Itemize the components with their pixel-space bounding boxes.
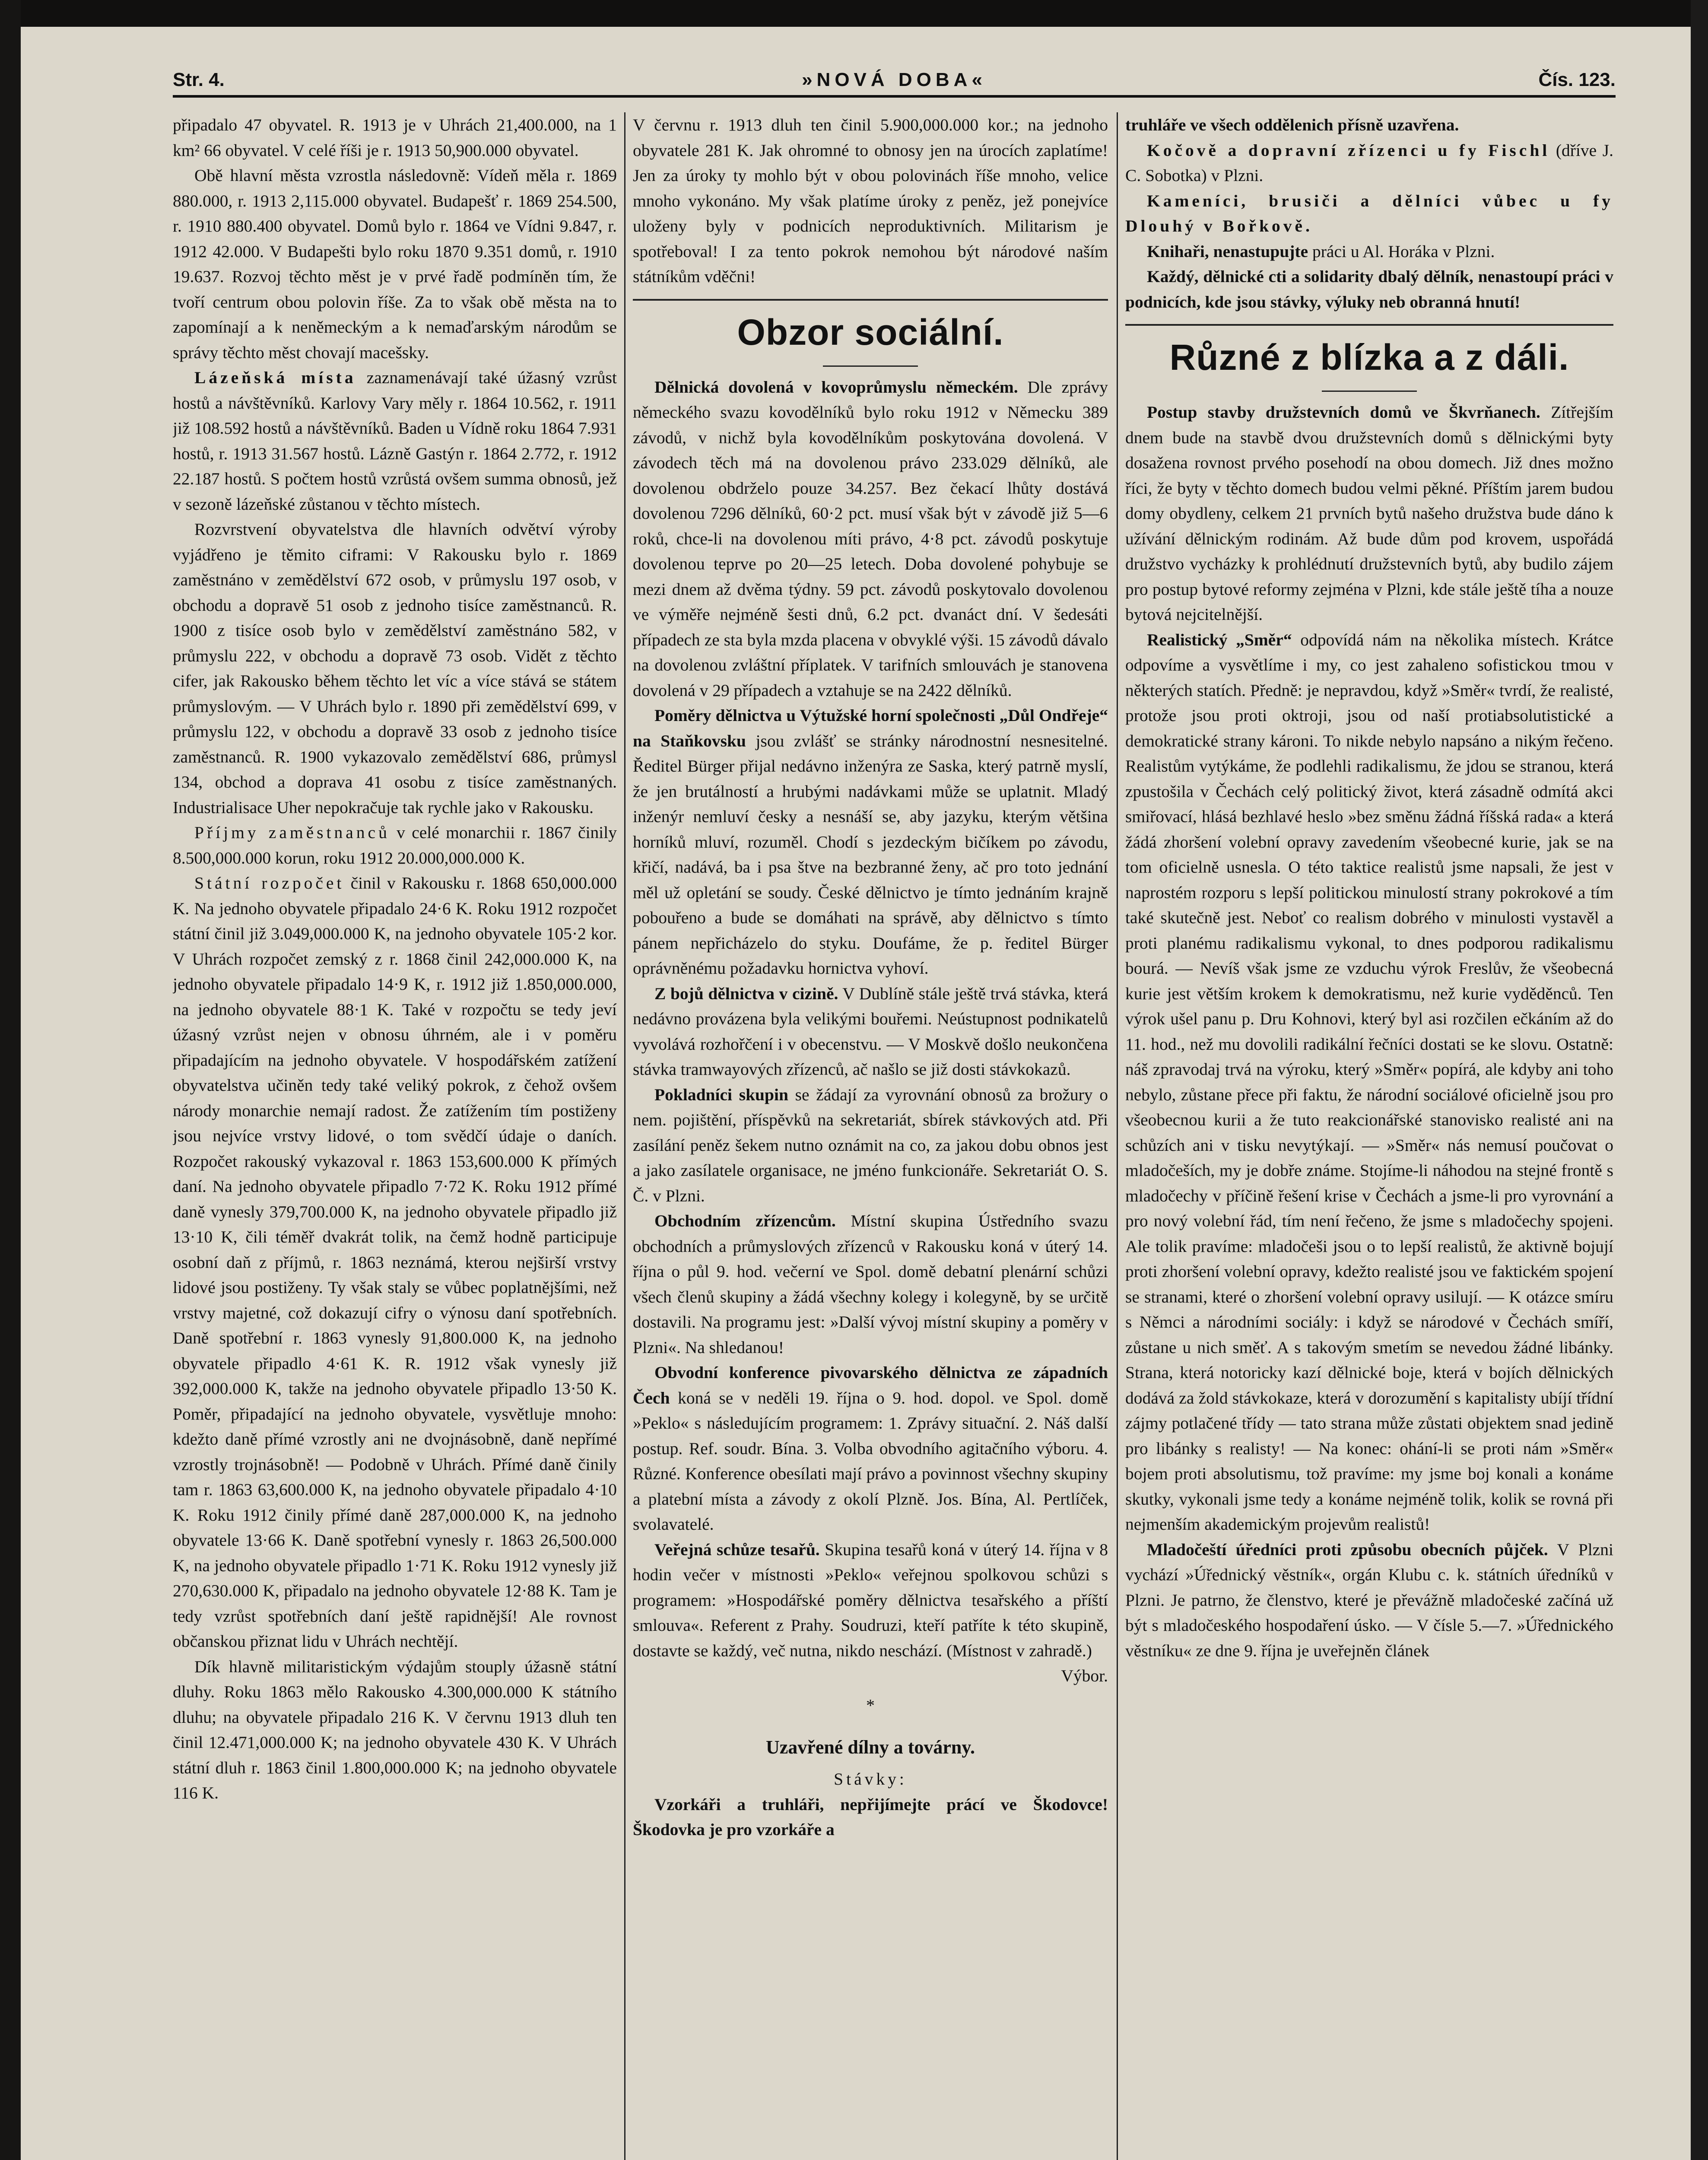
col1-paragraph: Dík hlavně militaristickým výdajům stouply úžasně státní dluhy. Roku 1863 mělo Rakousko 4.300,000.000 K státního dluhu; na obyvatele připadalo 216 K. V červnu 1913 dluh ten činil 12.471,000.000 K; na jednoho obyvatele 430 K. V Uhrách státní dluh r. 1863 činil 1.800,000.000 K; na jednoho obyvatele 116 K. — [173, 1657, 617, 1802]
col2-paragraph — [633, 1537, 1108, 1664]
section-heading-social: Obzor sociální. — [737, 311, 1004, 353]
col3-paragraph — [1125, 400, 1613, 627]
column-one — [173, 112, 617, 2160]
run-in-heading: Kočově a dopravní zřízenci u fy Fischl — [1147, 140, 1550, 160]
signature: Výbor. — [1061, 1666, 1108, 1685]
col1-paragraph — [173, 870, 617, 1654]
col1-paragraph: připadalo 47 obyvatel. R. 1913 je v Uhrách 21,400.000, na 1 km² 66 obyvatel. V celé říši je r. 1913 50,900.000 obyvatel. — [173, 115, 617, 160]
paragraph-text: se žádají za vyrovnání obnosů za brožury o nem. pojištění, příspěvků na sekretariát, sbírek stávkových atd. Při zasílání peněz šekem nutno oznámit na co, za jakou dobu obnos jest a jako zasílatele organisace, ne jméno funkcionáře. Sekretariát O. S. Č. v Plzni. — [633, 1085, 1108, 1205]
run-in-heading: Realistický „Směr“ — [1147, 630, 1292, 649]
run-in-heading: Obvodní konference pivovarského dělnictva ze západních Čech — [633, 1363, 1108, 1407]
col1-paragraph: Rozvrstvení obyvatelstva dle hlavních odvětví výroby vyjádřeno je těmito ciframi: V Rakousku bylo r. 1869 zaměstnáno v zemědělství 672 osob, v průmyslu 197 osob, v obchodu a dopravě 51 osob z jednoho tisíce zaměstnanců. R. 1900 z tisíce osob bylo v zemědělství zaměstnáno 582, v průmyslu 222, v obchodu a dopravě 73 osob. Vidět z těchto cifer, jak Rakousko během těchto let víc a více stává se státem průmyslovým. — V Uhrách bylo r. 1890 při zemědělství 699, v průmyslu 122, v obchodu a dopravě 33 osob z jednoho tisíce zaměstnanců. R. 1900 vykazovalo zemědělství 686, průmysl 134, obchod a doprava 41 osobu z tisíce zaměstnaných. Industrialisace Uher nepokračuje tak rychle jako v Rakousku. — [173, 520, 617, 817]
col2-paragraph — [633, 703, 1108, 981]
column-rule-right — [1117, 112, 1118, 2160]
paragraph-text: V Plzni vychází »Úřednický věstník«, orgán Klubu c. k. státních úředníků v Plzni. Je patrno, že členstvo, které je převážně mladočeské začíná už být s mladočeského hospodaření úsko. — V čísle 5.—7. »Úřednického věstníku« ze dne 9. října je uveřejněn článek — [1125, 1540, 1613, 1660]
paragraph-text: v celé monarchii r. 1867 činily 8.500,000.000 korun, roku 1912 20.000,000.000 K. — [173, 823, 617, 867]
col2-paragraph — [633, 375, 1108, 703]
paragraph-text: práci u Al. Horáka v Plzni. — [1308, 241, 1495, 261]
col2-paragraph — [633, 1082, 1108, 1209]
masthead-title: »NOVÁ DOBA« — [802, 69, 987, 90]
run-in-heading: Příjmy zaměstnanců — [194, 823, 390, 842]
run-in-heading: Dělnická dovolená v kovoprůmyslu německém. — [654, 377, 1018, 397]
col2-paragraph — [633, 1208, 1108, 1360]
page-number: Čís. 123. — [1538, 69, 1616, 90]
run-in-heading: Pokladníci skupin — [654, 1085, 788, 1104]
paragraph-text: Skupina tesařů koná v úterý 14. října v 8 hodin večer v místnosti »Peklo« veřejnou spolkovou schůzi s programem: »Hospodářské poměry dělnictva tesařského a příští smlouva«. Referent z Prahy. Soudruzi, kteří patříte k této skupině, dostavte se každý, več nutna, nikdo neschází. (Místnost v zahradě.) — [633, 1540, 1108, 1660]
run-in-heading: Postup stavby družstevních domů ve Škvrňanech. — [1147, 403, 1540, 422]
strike-notice: Vzorkáři a truhláři, nepřijímejte prácí ve Škodovce! Škodovka je pro vzorkáře a — [633, 1795, 1108, 1839]
col2-paragraph — [633, 1360, 1108, 1537]
col3-paragraph: Kameníci, brusiči a dělníci vůbec u fy Dlouhý v Bořkově. — [1125, 191, 1613, 235]
paragraph-text: zaznamenávají také úžasný vzrůst hostů a návštěvníků. Karlovy Vary měly r. 1864 10.562, r. 1911 již 108.592 hostů a návštěvníků. Baden u Vídně roku 1864 7.931 hostů, r. 1913 31.567 hostů. Lázně Gastýn r. 1864 2.772, r. 1912 22.187 hostů. S počtem hostů vzrůstá ovšem summa obnosů, jež v sezoně lázeňské zůstanou v těchto místech. — [173, 368, 617, 514]
section-star: * — [866, 1695, 875, 1715]
section-divider — [633, 299, 1108, 301]
col3-paragraph — [1125, 627, 1613, 1537]
col2-paragraph — [633, 981, 1108, 1082]
paragraph-text: jsou zvlášť se stránky národnostní nesnesitelné. Ředitel Bürger přijal nedávno inženýra ze Saska, který patrně myslí, že jen brutálností a hrubými nadávkami může se uplatnit. Mladý inženýr nemluví česky a nesnáší se, aby jazyku, kterým většina horníků mluví, rozuměl. Chodí s jezdeckým bičíkem po závodu, křičí, nadává, ba i psa štve na bezbranné ženy, ač pro toto jednání měl už opletání se soudy. České dělnictvo je tímto jednáním krajně pobouřeno a bude se domáhati na správě, aby dělnictvo s tímto pánem nepřicházelo do styku. Doufáme, že p. ředitel Bürger oprávněnému požadavku hornictva vyhoví. — [633, 731, 1108, 978]
run-in-heading: Veřejná schůze tesařů. — [654, 1540, 820, 1559]
col2-paragraph: V červnu r. 1913 dluh ten činil 5.900,000.000 kor.; na jednoho obyvatele 281 K. Jak ohromné to obnosy jen na úrocích zaplatíme! Jen za úroky ty mohlo být v obou polovinách říše mnoho, velice mnoho vykonáno. My však platíme úroky z peněz, jež ponejvíce uloženy byly v podnicích neproduktivních. Militarism je spotřeboval! I za tento pokrok nemohou být národové naším státníkům vděčni! — [633, 115, 1108, 286]
paragraph-text: koná se v neděli 19. října o 9. hod. dopol. ve Spol. domě »Peklo« s následujícím programem: 1. Zprávy situační. 2. Náš další postup. Ref. soudr. Bína. 3. Volba obvodního agitačního výboru. 4. Různé. Konference obesílati mají právo a povinnost všechny skupiny a platební místa a závody z okolí Plzně. Jos. Bína, Al. Pertlíček, svolavatelé. — [633, 1388, 1108, 1534]
paragraph-text: Zítřejším dnem bude na stavbě dvou družstevních domů s dělnickými byty dosažena rovnost prvého posehodí na obou domech. Již dnes možno říci, že byty v těchto domech budou velmi pěkné. Příštím jarem budou domy obydleny, celkem 21 prvních bytů našeho družstva bude dáno k užívání dělnickým rodinám. Až bude dům pod krovem, uspořádá družstvo vycházky k prohlédnutí družstevních bytů, aby budilo zájem pro postup bytové reformy zejména v Plzni, kde stále ještě tíha a nouze bytová nejcitelnější. — [1125, 403, 1613, 624]
run-in-heading: Lázeňská místa — [194, 368, 356, 387]
column-three — [1125, 112, 1613, 2160]
paragraph-text: V Dublíně stále ještě trvá stávka, která nedávno provázena byla velikými bouřemi. Neústupnost podnikatelů vyvolává rozhořčení i v obecenstvu. — V Moskvě došlo neukončena stávka tramwayových zřízenců, ač našlo se již dosti stávkokazů. — [633, 984, 1108, 1079]
paragraph-text: Místní skupina Ústředního svazu obchodních a průmyslových zřízenců v Rakousku koná v úterý 14. října o půl 9. hod. večerní ve Spol. domě debatní plenární schůzi všech členů skupiny a žádá všechny kolegy i kolegyně, by se určitě dostavili. Na programu jest: »Další vývoj místní skupiny a poměry v Plzni«. Na shledanou! — [633, 1211, 1108, 1357]
strikes-heading: Stávky: — [834, 1769, 907, 1788]
col3-paragraph — [1125, 1537, 1613, 1664]
heading-rule — [1322, 391, 1417, 392]
scan-border-right — [1691, 0, 1708, 2160]
scan-border-top — [0, 0, 1708, 27]
run-in-heading: Knihaři, nenastupujte — [1147, 241, 1308, 261]
issue-label: Str. 4. — [173, 69, 225, 90]
col3-paragraph: Každý, dělnické cti a solidarity dbalý dělník, nenastoupí práci v podnicích, kde jsou stávky, výluky neb obranná hnutí! — [1125, 267, 1613, 311]
paragraph-text: odpovídá nám na několika místech. Krátce odpovíme a vysvětlíme i my, co jest zahaleno sofistickou tmou v některých statích. Předně: je nepravdou, když »Směr« tvrdí, že realisté, protože jsou proti oktroji, jsou od naší protiabsolutistické a demokratické strany károni. To nikde nebylo napsáno a nikým řečeno. Realistům vytýkáme, že podlehli radikalismu, že jdou se stranou, která zpustošila v Čechách celý politický život, která zásadně odmítá akci smiřovací, hlásá bezhlavé heslo »bez směnu žádná říšská rada« a která žádá zhoršení volební opravy zavedením všeobecné kurie, jak se na tom oficielně usnesla. O této taktice realistů jsme napsali, že jest v naprostém rozporu s lepší politickou minulostí strany pokrokové a tím také skutečně jest. Neboť co realism dobrého v minulosti vystavěl a proti planému radikalismu vykonal, to dnes podporou radikalismu bourá. — Nevíš však jsme ze vzduchu výrok Freslův, že všeobecná kurie jest větším krokem k demokratismu, než kurie vyděděnců. Ten výrok ušel panu p. Dru Kohnovi, který byl asi rozčilen ečkáním až do 11. hod., než mu dovolili radikální řečníci dostati se ke slovu. Ostatně: náš zpravodaj trvá na výroku, který »Směr« popírá, ale kdyby ani toho nebylo, zůstane přece při faktu, že národní sociálové oficielně jsou pro všeobecnou kurii a že tuto reakcionářské stanovisko realisté ani na schůzích ani v tisku nevytýkají. — »Směr« nás nemusí poučovat o mladočeších, my je dobře známe. Stojíme-li náhodou na stejné frontě s mladočechy v příčině řešení krise v Čechách a jsme-li pro vyrovnání a pro nový volební řád, tím není řečeno, že jsme s mladočechy spojeni. Ale tolik pravíme: mladočeši jsou o to lepší realistů, že aktivně bojují proti zhoršení volební opravy, kdežto realisté jsou ve faktickém spojení se stranami, které o zhoršení volební opravy usilují. — K otázce smíru s Němci a národními sociály: i když se národové v Čechách smíří, zůstane u nich směť. A s takovým smetím se nevedou žádné libánky. Strana, která notoricky kazí dělnické boje, která v bojích dělnických dodává za žold stávkokaze, která v dorozumění s kapitalisty ubíjí třídní zájmy potlačené třídy — tato strana může zůstati objektem snad jedině pro libánky s realisty! — Na konec: ohání-li se proti nám »Směr« bojem proti absolutismu, tož pravíme: my jsme boj konali a konáme skutky, vykonali jsme tedy a konáme nejméně tolik, kolik se rovná při nejmenším akademickým projevům realistů! — [1125, 630, 1613, 1534]
run-in-heading: Státní rozpočet — [194, 874, 345, 893]
col3-paragraph — [1125, 239, 1613, 264]
col1-paragraph — [173, 820, 617, 870]
paragraph-text: činil v Rakousku r. 1868 650,000.000 K. Na jednoho obyvatele připadalo 24·6 K. Roku 1912 rozpočet státní činil již 3.049,000.000 K, na jednoho obyvatele 105·2 kor. V Uhrách rozpočet zemský z r. 1868 činil 242,000.000 K, na jednoho obyvatele připadalo 14·9 K, r. 1912 již 1.850,000.000, na jednoho obyvatele 88·1 K. Také v rozpočtu se tedy jeví úžasný vzrůst nejen v obnosu úhrném, ale i v poměru připadajícím na jednoho obyvatele. V hospodářském zatížení obyvatelstva učiněn tedy také veliký pokrok, z čehož ovšem národy monarchie nemají radost. Že zatížením tím postiženy jsou nejvíce vrstvy lidové, o tom svědčí údaje o daních. Rozpočet rakouský vykazoval r. 1863 153,600.000 K přímých daní. Na jednoho obyvatele připadlo 7·72 K. Roku 1912 přímé daně vynesly 379,700.000 K, na jednoho obyvatele připadlo již 13·10 K, čili téměř dvakrát tolik, na čemž hodně participuje osobní daň z příjmů, r. 1863 neznámá, kterou nejširší vrstvy lidové jsou postiženy. Ty však staly se vůbec poplatnějšími, než vrstvy majetné, což dokazují cifry o výnosu daní spotřebních. Daně spotřební r. 1863 vynesly 91,800.000 K, na jednoho obyvatele připadlo 4·61 K. R. 1912 však vynesly již 392,000.000 K, takže na jednoho obyvatele připadlo 13·50 K. Poměr, připadající na jednoho obyvatele, vysvětluje mnoho: kdežto daně přímé vzrostly ani ne dvojnásobně, daně nepřímé vzrostly trojnásobně! — Podobně v Uhrách. Přímé daně činily tam r. 1863 63,600.000 K, na jednoho obyvatele připadalo 4·10 K. Roku 1912 činily přímé daně 287,000.000 K, na jednoho obyvatele 13·66 K. Daně spotřební vynesly r. 1863 26,500.000 K, na jednoho obyvatele připadlo 1·71 K. Roku 1912 vynesly již 270,630.000 K, připadalo na jednoho obyvatele 12·88 K. Tam je tedy vzrůst spotřebních daní ještě rapidnější! Ale rovnost občanskou přiznat lidu v Uhrách nechtějí. — [173, 874, 617, 1651]
col1-paragraph: Obě hlavní města vzrostla následovně: Vídeň měla r. 1869 880.000, r. 1913 2,115.000 obyvatel. Budapešť r. 1869 254.500, r. 1910 880.400 obyvatel. Domů bylo r. 1864 ve Vídni 9.847, r. 1912 42.000. V Budapešti bylo roku 1870 9.351 domů, r. 1910 19.637. Rozvoj těchto měst je v prvé řadě podmíněn tím, že tvoří centrum obou polovin říše. Za to však obě města na to zapomínají a k neněmeckým a k nemaďarským národům se správy těchto měst chovají macešsky. — [173, 166, 617, 362]
strike-notice: truhláře ve všech oddělenich přísně uzavřena. — [1125, 115, 1459, 134]
run-in-heading: Z bojů dělnictva v cizině. — [654, 984, 838, 1003]
closed-shops-heading: Uzavřené dílny a továrny. — [766, 1737, 975, 1758]
run-in-heading: Mladočeští úředníci proti způsobu obecních půjček. — [1147, 1540, 1548, 1559]
run-in-heading: Poměry dělnictva u Výtužské horní společnosti „Důl Ondřeje“ na Staňkovsku — [633, 706, 1108, 750]
heading-rule — [823, 365, 918, 367]
section-divider — [1125, 324, 1613, 326]
column-rule-left — [624, 112, 625, 2160]
col1-paragraph — [173, 365, 617, 517]
column-two — [633, 112, 1108, 2160]
section-heading-misc: Různé z blízka a z dáli. — [1169, 337, 1569, 378]
paragraph-text: (dříve J. C. Sobotka) v Plzni. — [1125, 140, 1613, 185]
paragraph-text: Dle zprávy německého svazu kovodělníků bylo roku 1912 v Německu 389 závodů, v nichž byla kovodělníkům poskytována dovolená. V závodech těch má na dovolenou právo 233.029 dělníků, ale dovolenou obdrželo pouze 34.257. Bez čekací lhůty dostává dovolenou 7296 dělníků, 60·2 pct. musí však být v závodě již 5—6 roků, chce-li na dovolenou míti právo, 4·8 pct. závodů poskytuje dovolenou teprve po 20—25 letech. Doba dovolené pohybuje se mezi dnem až dvěma týdny. 59 pct. závodů poskytovalo dovolenou ve výměře nejméně šesti dnů, 6.2 pct. dvanáct dní. V šedesáti případech ze sta byla mzda placena v obvyklé výši. 15 závodů dávalo na dovolenou zvláštní příplatek. V tarifních smlouvách je stanovena dovolená v 29 případech a vztahuje se na 2422 dělníků. — [633, 377, 1108, 700]
scan-border-left — [0, 0, 21, 2160]
col3-paragraph — [1125, 138, 1613, 188]
page-header — [173, 65, 1616, 98]
run-in-heading: Obchodním zřízencům. — [654, 1211, 836, 1230]
